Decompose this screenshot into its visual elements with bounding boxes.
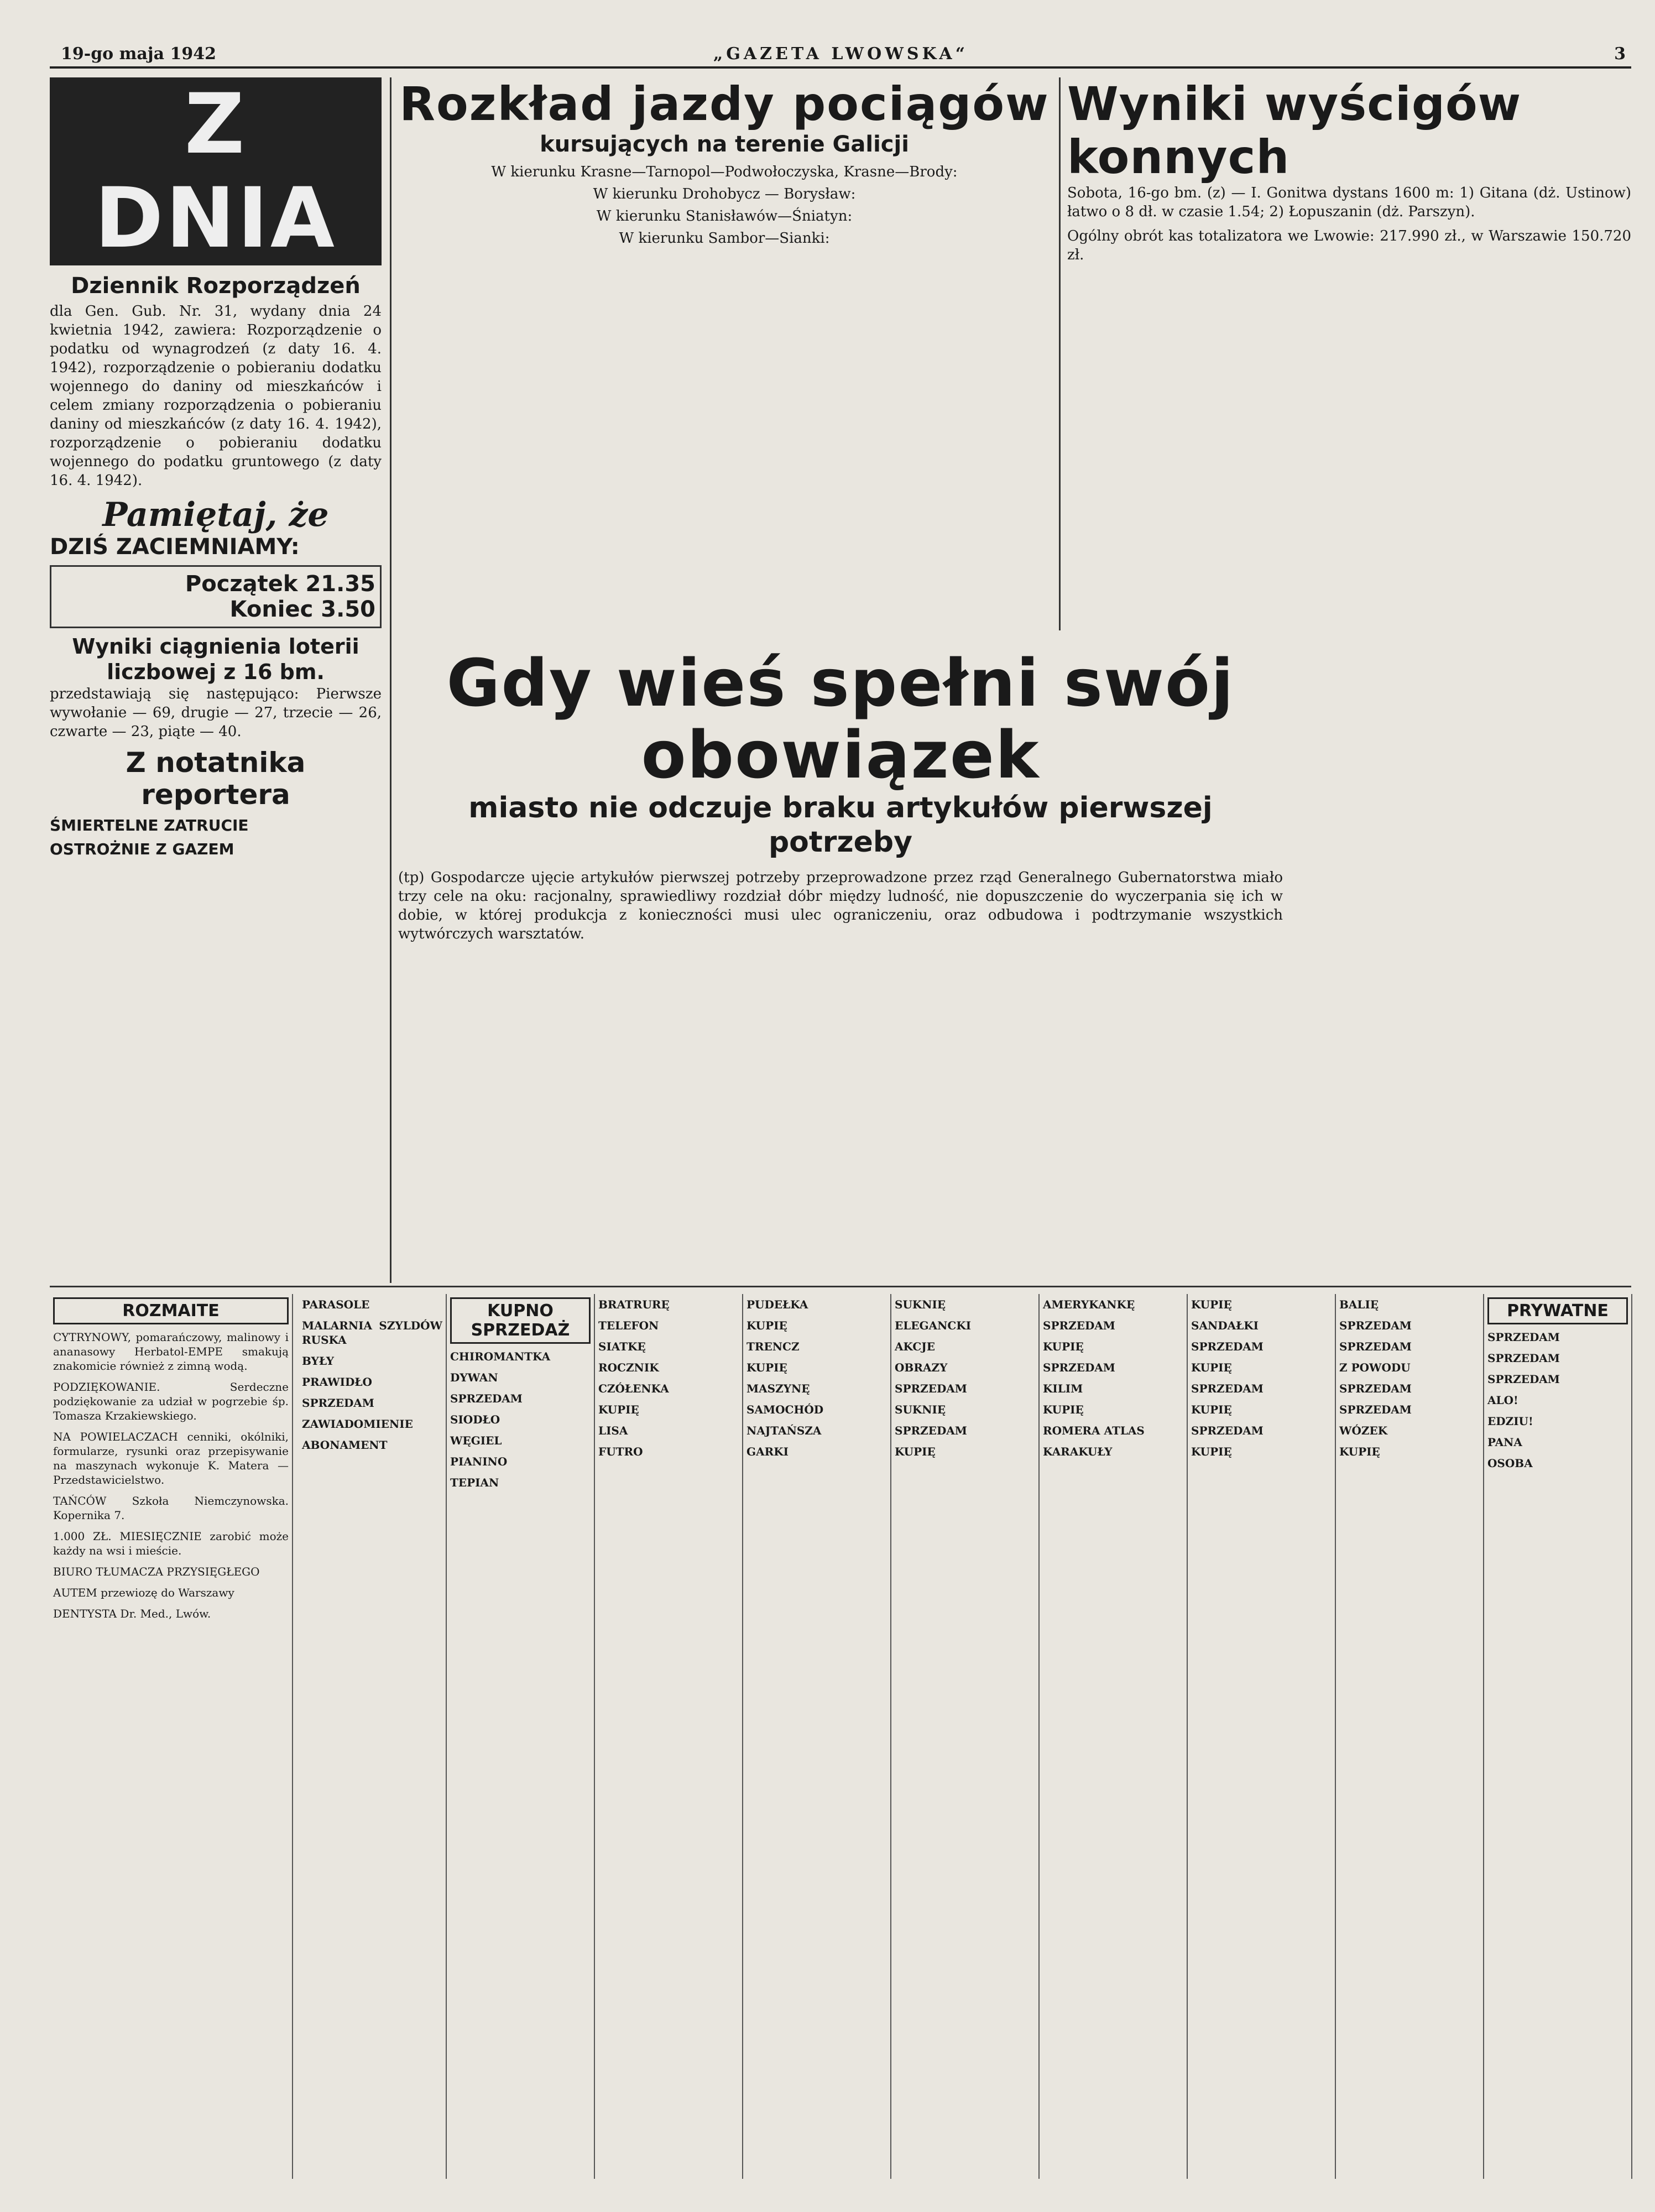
start-label: Początek [185, 571, 298, 597]
classified-ad-keyword: SANDAŁKI [1191, 1319, 1259, 1332]
classified-ad-keyword: WĘGIEL [450, 1434, 502, 1447]
lead-intro: (tp) Gospodarcze ujęcie artykułów pierwszej potrzeby przeprowadzone przez rząd Generalnego Gubernatorstwa miało trzy cele na oku: racjonalny, sprawiedliwy rozdział dóbr między ludność, nie dopuszczenie do wyczerpania się ich w dobie, w której produkcja z konieczności musi ulec ograniczeniu, oraz odbudowa i podtrzymanie wszystkich wytwórczych warsztatów. [398, 869, 1283, 942]
section-rule [50, 1286, 1631, 1287]
trains-direction-4: W kierunku Sambor—Sianki: [619, 230, 830, 247]
classified-ad-keyword: BYŁY [302, 1354, 335, 1368]
classified-ad-keyword: KUPIĘ [895, 1445, 936, 1458]
classified-ad-keyword: PARASOLE [302, 1298, 370, 1311]
classified-ad-keyword: MASZYNĘ [746, 1382, 810, 1395]
classified-ad-keyword: PANA [1487, 1436, 1522, 1449]
classified-ad-keyword: BRATRURĘ [598, 1298, 670, 1311]
lead-title: Gdy wieś spełni swój obowiązek [446, 647, 1235, 793]
classified-ad-keyword: SPRZEDAM [1191, 1424, 1264, 1437]
classified-ad-keyword: FUTRO [598, 1445, 643, 1458]
trains-subtitle: kursujących na terenie Galicji [540, 132, 909, 157]
trains-direction-1: W kierunku Krasne—Tarnopol—Podwołoczyska, Krasne—Brody: [491, 164, 958, 180]
classifieds-col-2 [299, 1294, 447, 2179]
dziennik-text: dla Gen. Gub. Nr. 31, wydany dnia 24 kwietnia 1942, zawiera: Rozporządzenie o podatku od wynagrodzeń (z daty 16. 4. 1942), rozporządzenie o pobieraniu dodatku wojennego do daniny od mieszkańców i celem zmiany rozporządzenia o pobieraniu daniny od mieszkańców (z daty 16. 4. 1942), rozporządzenie o pobieraniu dodatku wojennego do podatku gruntowego (z daty 16. 4. 1942). [50, 303, 382, 489]
classified-ad: BIURO TŁUMACZA PRZYSIĘGŁEGO [53, 1565, 260, 1578]
classified-ad-keyword: SPRZEDAM [895, 1424, 967, 1437]
lead-subtitle: miasto nie odczuje braku artykułów pierwszej potrzeby [468, 791, 1213, 859]
remember-subtitle: DZIŚ ZACIEMNIAMY: [50, 534, 300, 560]
races-intro: Sobota, 16-go bm. (z) — I. Gonitwa dystans 1600 m: 1) Gitana (dż. Ustinow) łatwo o 8 dł. w czasie 1.54; 2) Łopuszanin (dż. Parszyn). [1067, 185, 1631, 220]
trains-direction-2: W kierunku Drohobycz — Borysław: [593, 186, 856, 202]
classified-ad: AUTEM przewiozę do Warszawy [53, 1586, 234, 1599]
classified-ad-keyword: KUPIĘ [1043, 1340, 1084, 1353]
classified-ad-keyword: SUKNIĘ [895, 1403, 946, 1416]
column-rule [1059, 77, 1061, 630]
classifieds-col-9 [1336, 1294, 1484, 2179]
blackout-box [50, 565, 382, 628]
classified-ad-keyword: BALIĘ [1339, 1298, 1379, 1311]
classified-ad-keyword: SPRZEDAM [1191, 1340, 1264, 1353]
classified-ad-keyword: SIODŁO [450, 1413, 500, 1426]
trains-title: Rozkład jazdy pociągów [399, 77, 1050, 131]
classified-ad: PODZIĘKOWANIE. Serdeczne podziękowanie za udział w pogrzebie śp. Tomasza Krzakiewskiego. [53, 1380, 289, 1422]
classified-ad-keyword: PIANINO [450, 1455, 508, 1468]
classified-ad-keyword: ROCZNIK [598, 1361, 659, 1374]
classified-ad-keyword: SPRZEDAM [895, 1382, 967, 1395]
classified-ad-keyword: KUPIĘ [1043, 1403, 1084, 1416]
masthead-z-dnia: Z DNIA [50, 77, 382, 265]
classified-ad-keyword: SPRZEDAM [1487, 1373, 1560, 1386]
lottery-text: przedstawiają się następująco: Pierwsze wywołanie — 69, drugie — 27, trzecie — 26, czwarte — 23, piąte — 40. [50, 686, 382, 740]
classified-ad-keyword: Z POWODU [1339, 1361, 1411, 1374]
classified-ad-keyword: ELEGANCKI [895, 1319, 972, 1332]
classified-ad-keyword: AMERYKANKĘ [1043, 1298, 1135, 1311]
private-title: PRYWATNE [1487, 1297, 1628, 1324]
lottery-title: Wyniki ciągnienia loterii liczbowej z 16 bm. [72, 634, 359, 684]
end-label: Koniec [229, 597, 314, 622]
classified-ad-keyword: SIATKĘ [598, 1340, 646, 1353]
classified-ad-keyword: SPRZEDAM [1487, 1331, 1560, 1344]
classified-ad-keyword: ALO! [1487, 1394, 1518, 1407]
races-turnover: Ogólny obrót kas totalizatora we Lwowie: 217.990 zł., w Warszawie 150.720 zł. [1067, 228, 1631, 263]
classified-ad-keyword: SPRZEDAM [1339, 1403, 1412, 1416]
end-time: 3.50 [321, 597, 375, 622]
left-column [50, 77, 382, 1283]
classified-ad-keyword: LISA [598, 1424, 628, 1437]
classifieds-col-10 [1484, 1294, 1632, 2179]
classified-ad-keyword: KUPIĘ [1191, 1298, 1232, 1311]
classified-ad-keyword: EDZIU! [1487, 1415, 1533, 1428]
classified-ad-keyword: CZÓŁENKA [598, 1382, 669, 1395]
classifieds-col-7 [1040, 1294, 1188, 2179]
classified-ad-keyword: OSOBA [1487, 1457, 1533, 1470]
classifieds-col-6 [891, 1294, 1040, 2179]
classified-ad-keyword: KUPIĘ [1339, 1445, 1380, 1458]
notebook-body [50, 816, 382, 858]
classified-ad-keyword: KARAKUŁY [1043, 1445, 1113, 1458]
column-rule [390, 77, 391, 1283]
races-title: Wyniki wyścigów konnych [1067, 77, 1522, 184]
classified-ad-keyword: KUPIĘ [598, 1403, 639, 1416]
start-time: 21.35 [305, 571, 375, 597]
remember-title: Pamiętaj, że [102, 495, 329, 534]
classified-ad-keyword: SAMOCHÓD [746, 1403, 824, 1416]
classified-ad-keyword: PUDEŁKA [746, 1298, 808, 1311]
classifieds-col-8 [1188, 1294, 1336, 2179]
classifieds-col-5 [743, 1294, 891, 2179]
classified-ad-keyword: NAJTAŃSZA [746, 1424, 822, 1437]
classified-ad: DENTYSTA Dr. Med., Lwów. [53, 1607, 211, 1620]
classified-ad: NA POWIELACZACH cenniki, okólniki, formularze, rysunki oraz przepisywanie na maszynach wykonuje K. Matera — Przedstawicielstwo. [53, 1430, 289, 1486]
classified-ad-keyword: KUPIĘ [1191, 1445, 1232, 1458]
classified-ad-keyword: SPRZEDAM [1043, 1361, 1115, 1374]
classified-ad-keyword: TELEFON [598, 1319, 659, 1332]
classifieds-col-1 [50, 1294, 293, 2179]
classified-ad-keyword: SPRZEDAM [1339, 1382, 1412, 1395]
classified-ad-keyword: ABONAMENT [302, 1438, 388, 1452]
notebook-title: Z notatnika reportera [126, 747, 306, 811]
classified-ad-keyword: TRENCZ [746, 1340, 800, 1353]
trains-direction-3: W kierunku Stanisławów—Śniatyn: [596, 208, 853, 225]
classified-ad-keyword: WÓZEK [1339, 1424, 1388, 1437]
classified-ad-keyword: KUPIĘ [746, 1361, 787, 1374]
classified-ad-keyword: KILIM [1043, 1382, 1083, 1395]
classified-ad-keyword: ROMERA ATLAS [1043, 1424, 1145, 1437]
classifieds-col-4 [595, 1294, 743, 2179]
classifieds-col-3 [447, 1294, 595, 2179]
classified-ad-keyword: AKCJE [895, 1340, 935, 1353]
classified-ad: CYTRYNOWY, pomarańczowy, malinowy i ananasowy Herbatol-EMPE smakują znakomicie również z zimną wodą. [53, 1331, 289, 1373]
classified-ad-keyword: SPRZEDAM [1339, 1319, 1412, 1332]
classified-ad-keyword: TEPIAN [450, 1476, 499, 1489]
classified-ad-keyword: GARKI [746, 1445, 789, 1458]
classified-ad-keyword: SUKNIĘ [895, 1298, 946, 1311]
classified-ad-keyword: MALARNIA SZYLDÓW RUSKA [302, 1319, 442, 1347]
classified-ad-keyword: PRAWIDŁO [302, 1375, 372, 1389]
paper-name: „GAZETA LWOWSKA“ [713, 44, 968, 64]
classified-ad-keyword: KUPIĘ [1191, 1361, 1232, 1374]
buy-sell-title: KUPNO SPRZEDAŻ [450, 1297, 591, 1344]
lead-article [398, 647, 1283, 1283]
trains-article [398, 77, 1051, 630]
classified-ad-keyword: SPRZEDAM [450, 1392, 523, 1405]
classified-ad: TAŃCÓW Szkoła Niemczynowska. Kopernika 7. [53, 1494, 289, 1522]
classified-ad-keyword: SPRZEDAM [1043, 1319, 1115, 1332]
classified-ad-keyword: ZAWIADOMIENIE [302, 1417, 413, 1431]
classified-ad-keyword: DYWAN [450, 1371, 498, 1384]
classified-ad-keyword: SPRZEDAM [302, 1396, 374, 1410]
issue-date: 19-go maja 1942 [61, 44, 217, 64]
classified-ad-keyword: SPRZEDAM [1339, 1340, 1412, 1353]
classified-ad: 1.000 ZŁ. MIESIĘCZNIE zarobić może każdy na wsi i mieście. [53, 1530, 289, 1557]
classified-ad-keyword: KUPIĘ [1191, 1403, 1232, 1416]
classified-ad-keyword: CHIROMANTKA [450, 1350, 551, 1363]
page-number: 3 [1614, 44, 1626, 64]
classified-ad-keyword: OBRAZY [895, 1361, 948, 1374]
classifieds-section-title: ROZMAITE [53, 1297, 289, 1324]
classified-ad-keyword: SPRZEDAM [1191, 1382, 1264, 1395]
classified-ad-keyword: KUPIĘ [746, 1319, 787, 1332]
notebook-heading-gas: OSTROŻNIE Z GAZEM [50, 840, 234, 858]
notebook-heading-poisoning: ŚMIERTELNE ZATRUCIE [50, 816, 249, 834]
running-header [50, 44, 1631, 69]
dziennik-title: Dziennik Rozporządzeń [71, 273, 361, 299]
classified-ad-keyword: SPRZEDAM [1487, 1352, 1560, 1365]
newspaper-page [50, 44, 1631, 2190]
